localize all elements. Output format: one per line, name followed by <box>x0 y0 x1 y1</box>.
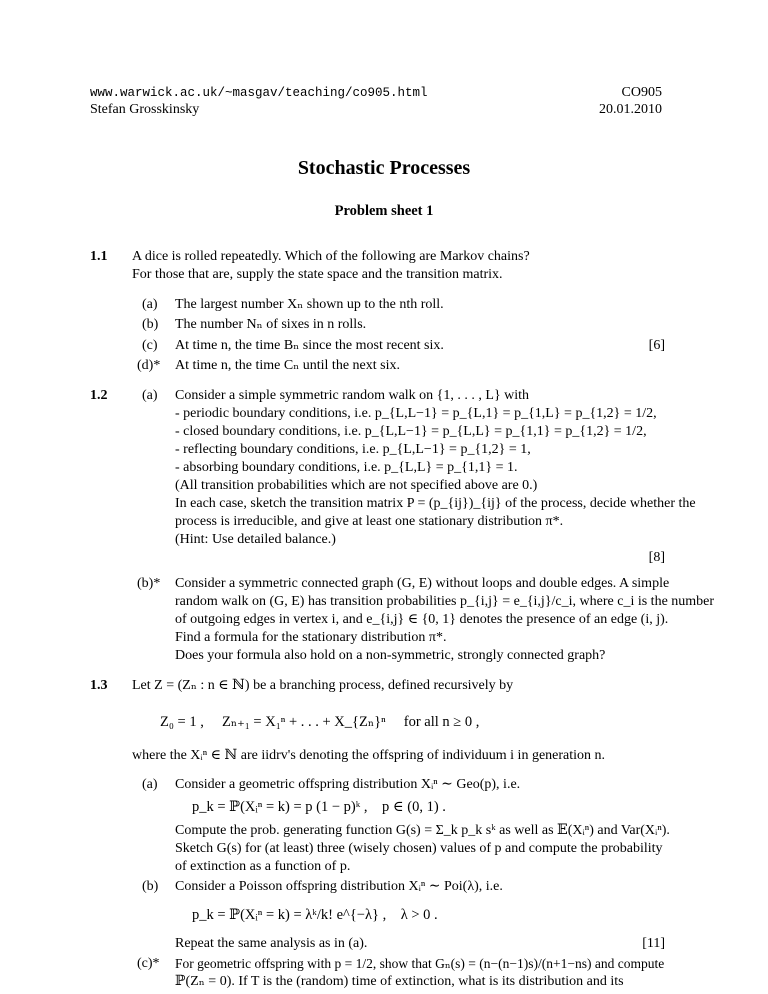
problem-text: A dice is rolled repeatedly. Which of the following are Markov chains? <box>132 249 530 264</box>
page-title: Stochastic Processes <box>297 157 471 179</box>
item-text: process is irreducible, and give at least one stationary distribution π*. <box>175 514 564 529</box>
equation: p_k = ℙ(Xᵢⁿ = k) = λᵏ/k! e^{−λ} , λ > 0 . <box>192 907 438 923</box>
problem-text: where the Xᵢⁿ ∈ ℕ are iidrv's denoting the offspring of individuum i in generation n. <box>132 748 606 763</box>
item-text: The largest number Xₙ shown up to the nth roll. <box>175 297 444 312</box>
item-text: Find a formula for the stationary distribution π*. <box>175 630 447 645</box>
item-text: For geometric offspring with p = 1/2, show that Gₙ(s) = (n−(n−1)s)/(n+1−ns) and compute <box>175 956 665 971</box>
item-label: (a) <box>142 388 158 403</box>
page-subtitle: Problem sheet 1 <box>334 203 434 219</box>
item-text: - periodic boundary conditions, i.e. p_{L,L−1} = p_{L,1} = p_{1,L} = p_{1,2} = 1/2, <box>175 406 657 421</box>
item-label: (c)* <box>137 956 160 971</box>
item-text: (Hint: Use detailed balance.) <box>175 532 336 547</box>
equation: Z₀ = 1 , Zₙ₊₁ = X₁ⁿ + . . . + X_{Zₙ}ⁿ for all n ≥ 0 , <box>160 714 480 730</box>
problem-text: Let Z = (Zₙ : n ∈ ℕ) be a branching process, defined recursively by <box>132 678 514 693</box>
problem-number: 1.1 <box>90 249 108 264</box>
equation: p_k = ℙ(Xᵢⁿ = k) = p (1 − p)ᵏ , p ∈ (0, 1) . <box>192 799 446 815</box>
item-text: Repeat the same analysis as in (a). <box>175 936 368 951</box>
item-label: (a) <box>142 777 158 792</box>
item-text: random walk on (G, E) has transition probabilities p_{i,j} = e_{i,j}/c_i, where c_i is the number <box>175 594 715 609</box>
marks: [11] <box>642 936 665 951</box>
marks: [8] <box>648 550 665 565</box>
marks: [6] <box>648 338 665 353</box>
item-text: (All transition probabilities which are not specified above are 0.) <box>175 478 538 493</box>
item-label: (b)* <box>137 576 161 591</box>
problem-number: 1.3 <box>90 678 108 693</box>
item-text: Consider a symmetric connected graph (G, E) without loops and double edges. A simple <box>175 576 670 591</box>
sheet-date: 20.01.2010 <box>599 102 662 117</box>
item-text: In each case, sketch the transition matrix P = (p_{ij})_{ij} of the process, decide whether the <box>175 496 696 511</box>
item-text: - absorbing boundary conditions, i.e. p_{L,L} = p_{1,1} = 1. <box>175 460 518 475</box>
item-text: Consider a geometric offspring distribution Xᵢⁿ ∼ Geo(p), i.e. <box>175 777 521 792</box>
item-text: of extinction as a function of p. <box>175 859 351 874</box>
item-text: At time n, the time Cₙ until the next six. <box>175 358 400 373</box>
item-label: (c) <box>142 338 158 353</box>
item-text: Compute the prob. generating function G(s) = Σ_k p_k sᵏ as well as 𝔼(Xᵢⁿ) and Var(Xᵢⁿ). <box>175 823 670 838</box>
item-text: ℙ(Zₙ = 0). If T is the (random) time of extinction, what is its distribution and its <box>175 974 624 989</box>
item-text: Consider a Poisson offspring distribution Xᵢⁿ ∼ Poi(λ), i.e. <box>175 879 503 894</box>
item-label: (b) <box>142 879 159 894</box>
item-label: (a) <box>142 297 158 312</box>
problem-text: For those that are, supply the state space and the transition matrix. <box>132 267 503 282</box>
item-text: - reflecting boundary conditions, i.e. p_{L,L−1} = p_{1,2} = 1, <box>175 442 531 457</box>
course-code: CO905 <box>621 85 662 100</box>
item-text: Consider a simple symmetric random walk on {1, . . . , L} with <box>175 388 530 403</box>
item-text: At time n, the time Bₙ since the most recent six. <box>175 338 444 353</box>
item-text: The number Nₙ of sixes in n rolls. <box>175 317 367 332</box>
item-text: Sketch G(s) for (at least) three (wisely chosen) values of p and compute the probability <box>175 841 663 856</box>
item-label: (b) <box>142 317 159 332</box>
author: Stefan Grosskinsky <box>90 102 200 117</box>
item-label: (d)* <box>137 358 161 373</box>
item-text: Does your formula also hold on a non-symmetric, strongly connected graph? <box>175 648 606 663</box>
item-text: - closed boundary conditions, i.e. p_{L,L−1} = p_{L,L} = p_{1,1} = p_{1,2} = 1/2, <box>175 424 647 439</box>
problem-number: 1.2 <box>90 388 108 403</box>
course-url: www.warwick.ac.uk/~masgav/teaching/co905.html <box>90 86 428 100</box>
item-text: of outgoing edges in vertex i, and e_{i,j} ∈ {0, 1} denotes the presence of an edge (i, j). <box>175 612 669 627</box>
